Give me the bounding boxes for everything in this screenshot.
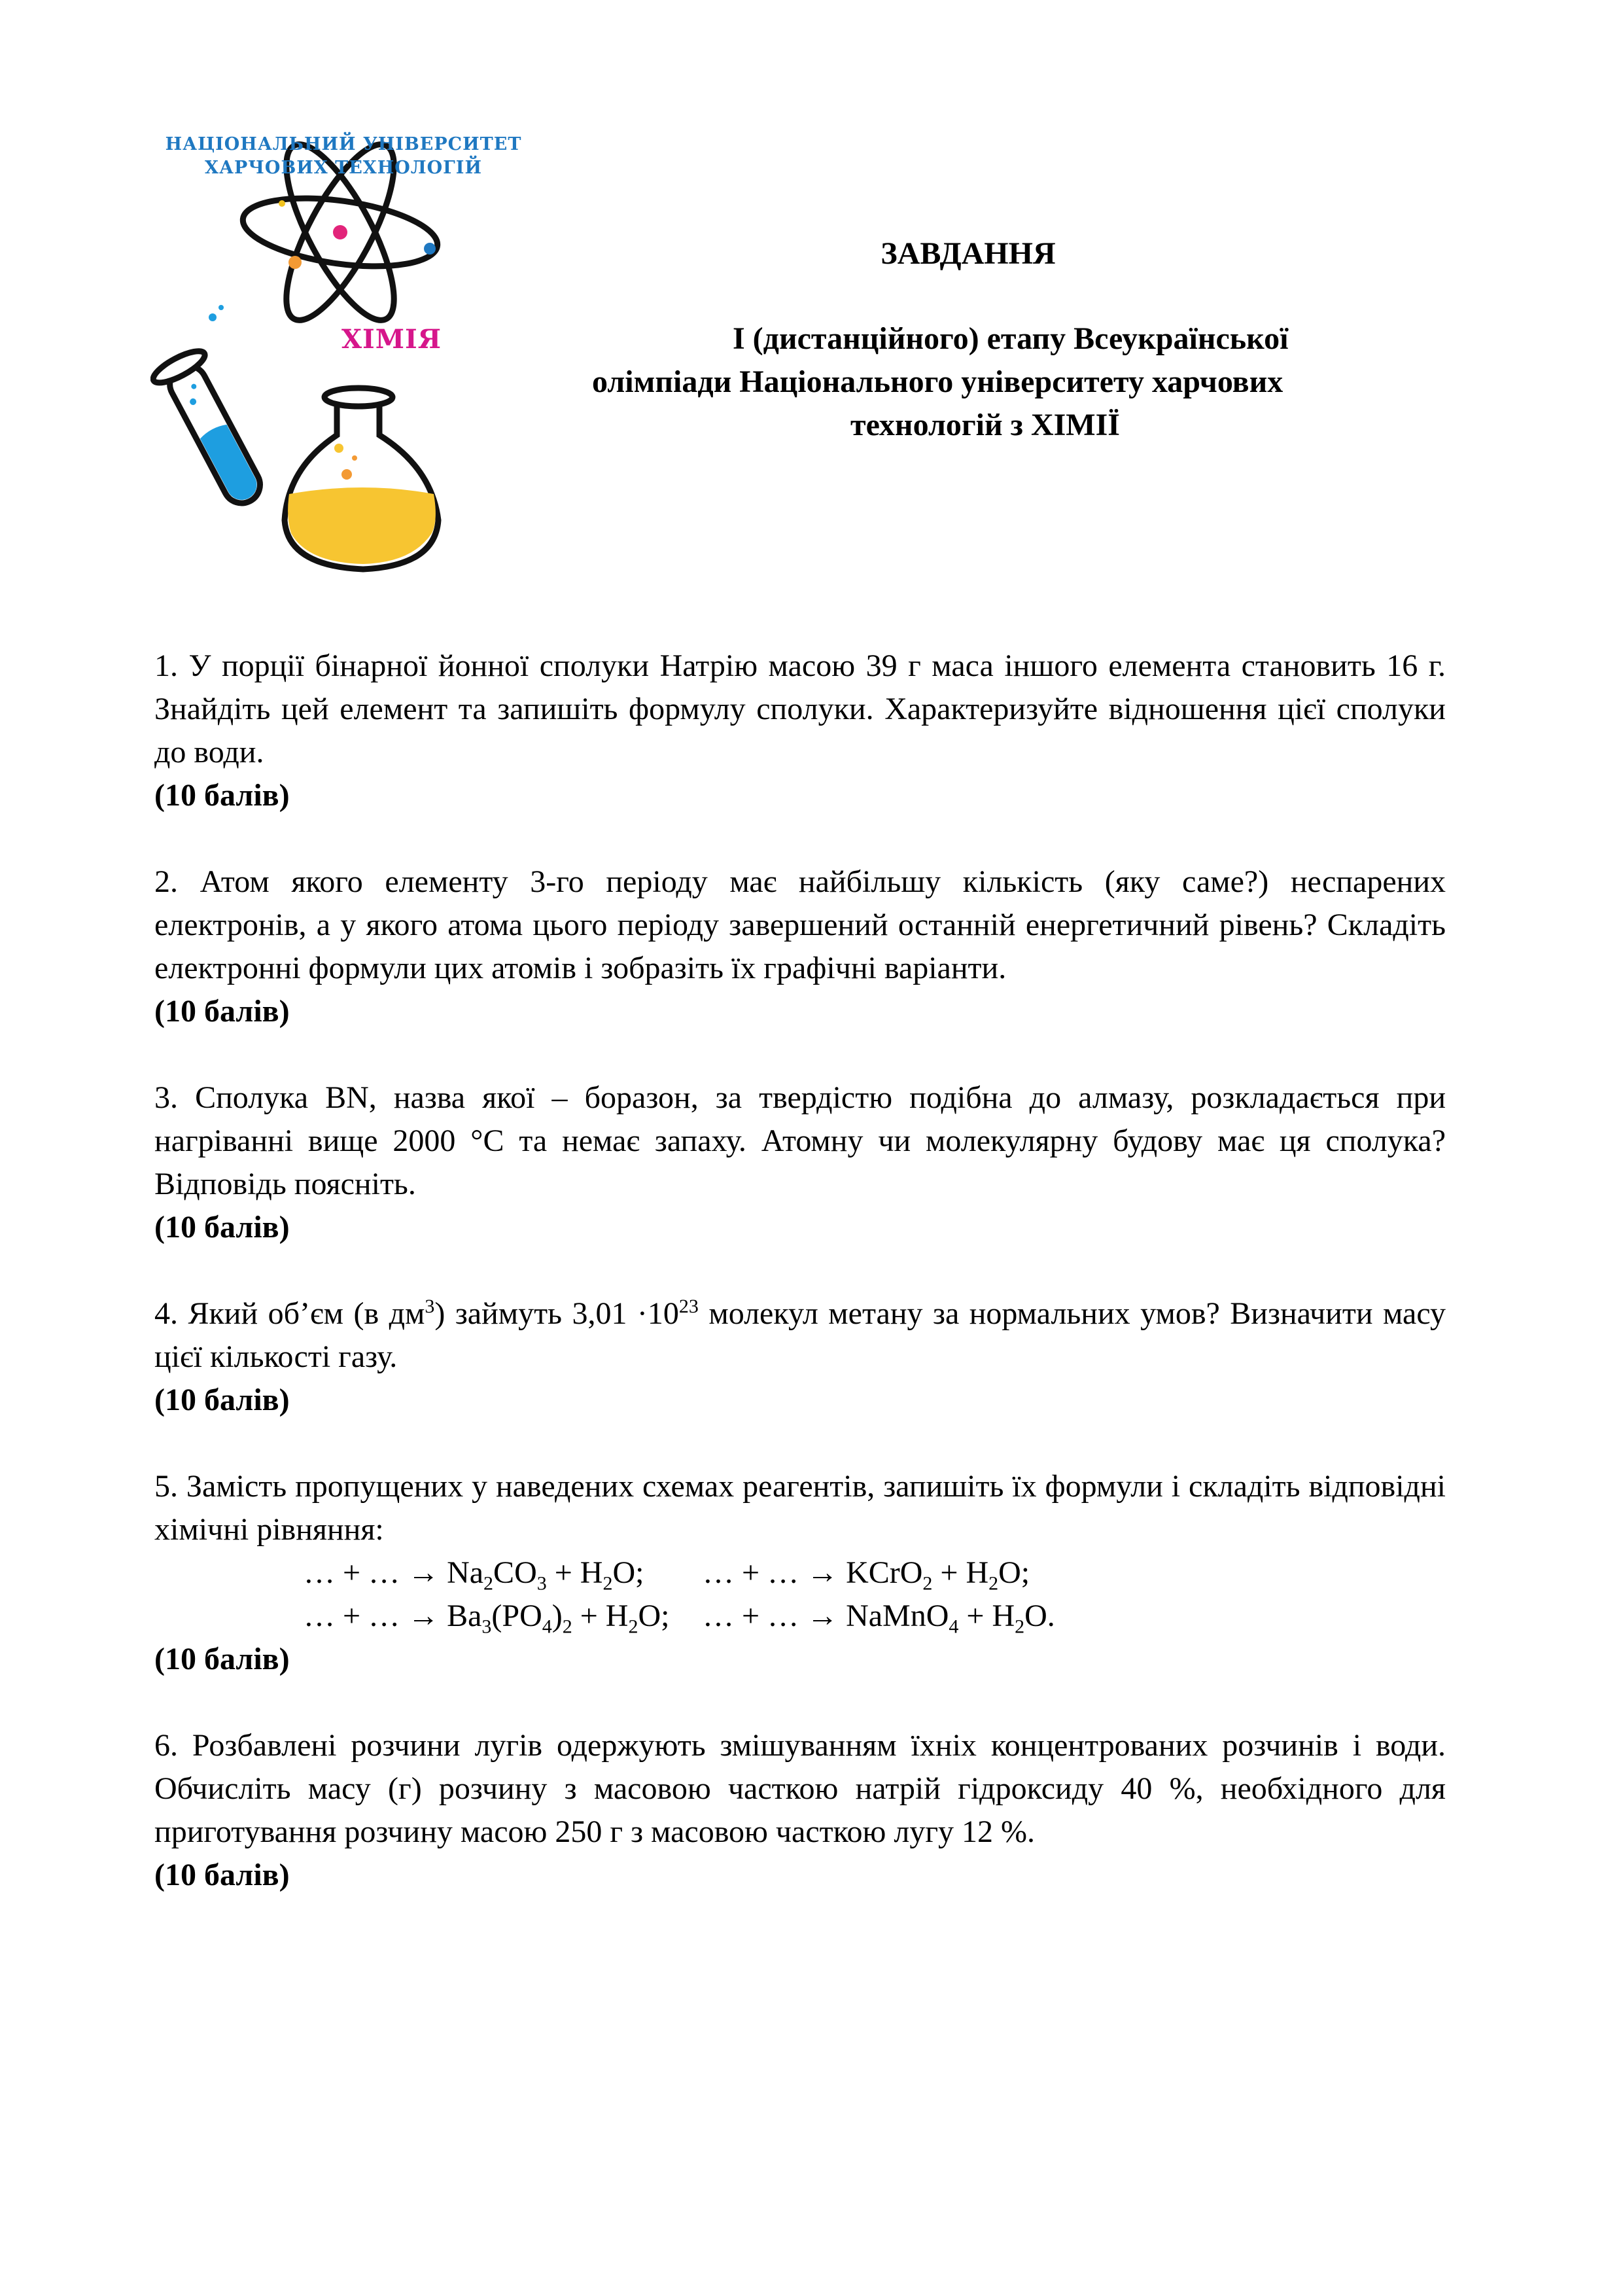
task-2-text: 2. Атом якого елементу 3-го періоду має найбільшу кількість (яку саме?) неспарених електронів, а у якого атома цього періоду завершений останній енергетичний рівень? Складіть електронні формули цих атомів і зобразіть їх графічні варіанти. xyxy=(154,864,1446,985)
task-3-text: 3. Сполука BN, назва якої – боразон, за твердістю подібна до алмазу, розкладається при нагріванні вище 2000 °C та немає запаху. Атомну чи молекулярну будову має ця сполука? Відповідь поясніть. xyxy=(154,1080,1446,1201)
task-4-part2: ) займуть 3,01 ·10 xyxy=(434,1296,679,1331)
task-5 xyxy=(154,1465,1446,1681)
task-4 xyxy=(154,1292,1446,1422)
task-3-points: (10 балів) xyxy=(154,1210,290,1245)
task-5-text: 5. Замість пропущених у наведених схемах реагентів, запишіть їх формули і складіть відповідні хімічні рівняння: xyxy=(154,1469,1446,1547)
task-4-part1: 4. Який об’єм (в дм xyxy=(154,1296,425,1331)
subtitle-line-2: олімпіади Національного університету харчових xyxy=(592,364,1283,399)
equation-row-2 xyxy=(154,1595,1446,1638)
task-4-sup1: 3 xyxy=(425,1296,435,1317)
equation-1: … + … → $Na_2CO_3 + H_2O$; xyxy=(304,1555,644,1595)
task-6-text: 6. Розбавлені розчини лугів одержують змішуванням їхніх концентрованих розчинів і води. Обчисліть масу (г) розчину з масовою часткою натрій гідроксиду 40 %, необхідного для приготування розчину масою 250 г з масовою часткою лугу 12 %. xyxy=(154,1728,1446,1849)
university-logo xyxy=(150,128,536,573)
equation-2: … + … → KCrO$_2$ + $H_2O$; xyxy=(703,1555,1030,1595)
page-title: ЗАВДАННЯ xyxy=(881,236,1056,271)
task-1-points: (10 балів) xyxy=(154,778,290,813)
task-3 xyxy=(154,1076,1446,1249)
task-1-text: 1. У порції бінарної йонної сполуки Натрію масою 39 г маса іншого елемента становить 16 г. Знайдіть цей елемент та запишіть формулу сполуки. Характеризуйте відношення цієї сполуки до води. xyxy=(154,648,1446,769)
task-4-part3: молекул метану за нормальних умов? Визначити масу цієї кількості газу. xyxy=(154,1296,1446,1374)
task-2 xyxy=(154,860,1446,1033)
subtitle-line-3: технологій з ХІМІЇ xyxy=(850,408,1120,442)
task-6 xyxy=(154,1724,1446,1897)
task-list xyxy=(154,645,1446,1940)
task-6-points: (10 балів) xyxy=(154,1858,290,1892)
subtitle-line-1: І (дистанційного) етапу Всеукраїнської xyxy=(733,321,1289,356)
task-4-sup2: 23 xyxy=(678,1296,699,1317)
task-4-text xyxy=(154,1292,1446,1379)
task-5-points: (10 балів) xyxy=(154,1642,290,1676)
logo-university-line2: ХАРЧОВИХ ТЕХНОЛОГІЙ xyxy=(205,158,482,178)
equation-3: … + … → $Ba_3(PO_4)_2 + H_2O$; xyxy=(304,1598,670,1638)
task-2-points: (10 балів) xyxy=(154,994,290,1029)
logo-university-line1: НАЦІОНАЛЬНИЙ УНІВЕРСИТЕТ xyxy=(165,134,522,154)
task-1 xyxy=(154,645,1446,817)
equation-4: … + … → NaMnO$_4$ + $H_2O$. xyxy=(703,1598,1055,1638)
test-tube-icon xyxy=(150,345,275,515)
logo-subject: ХІМІЯ xyxy=(341,324,442,355)
task-4-points: (10 балів) xyxy=(154,1383,290,1417)
equation-row-1 xyxy=(154,1551,1446,1595)
flask-icon xyxy=(285,388,438,569)
